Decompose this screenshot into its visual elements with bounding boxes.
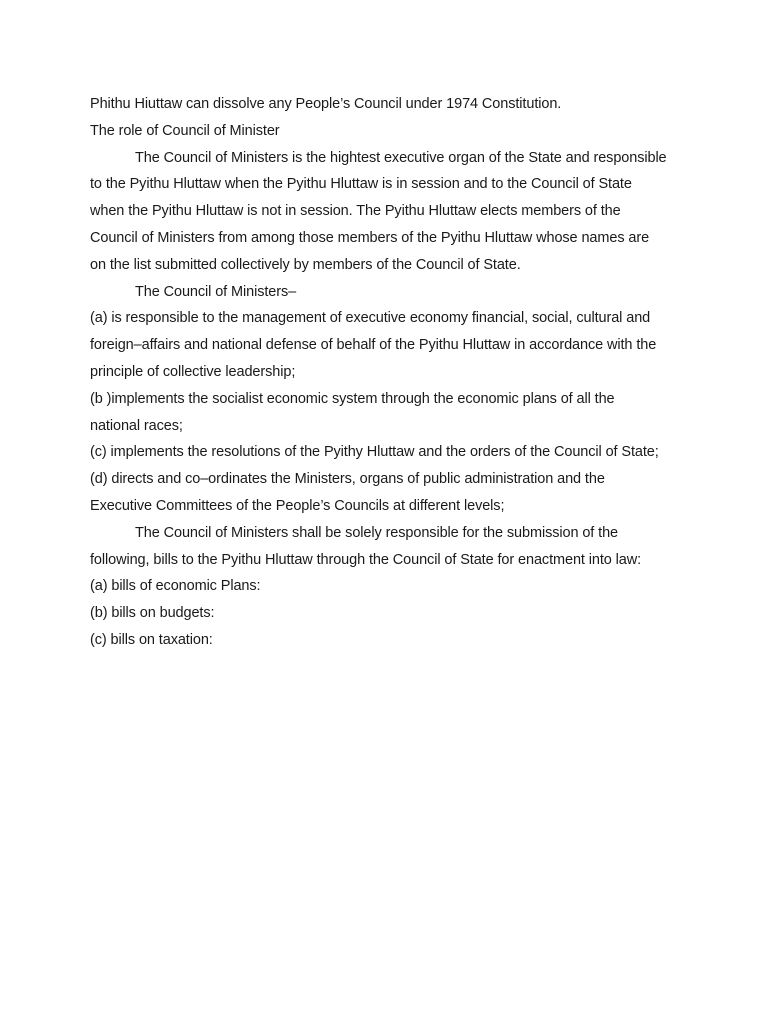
text-line: to the Pyithu Hluttaw when the Pyithu Hluttaw is in session and to the Council of State: [90, 176, 632, 193]
text-line: foreign–affairs and national defense of behalf of the Pyithu Hluttaw in accordance with the: [90, 337, 657, 354]
list-item: (a) is responsible to the management of executive economy financial, social, cultural and: [90, 310, 651, 327]
text-line: The Council of Ministers shall be solely responsible for the submission of the: [135, 524, 619, 541]
text-line: The Council of Ministers is the hightest executive organ of the State and responsible: [135, 149, 667, 166]
text-line: national races;: [90, 417, 183, 434]
text-line: The Council of Ministers–: [135, 283, 297, 300]
list-item: (b) bills on budgets:: [90, 605, 215, 622]
document-page: [90, 91, 690, 654]
text-line: when the Pyithu Hluttaw is not in session. The Pyithu Hluttaw elects members of the: [90, 203, 621, 220]
list-item: (a) bills of economic Plans:: [90, 578, 261, 595]
list-item: (c) implements the resolutions of the Pyithy Hluttaw and the orders of the Council of State;: [90, 444, 659, 461]
text-line: Executive Committees of the People’s Councils at different levels;: [90, 497, 505, 514]
list-item: (b )implements the socialist economic system through the economic plans of all the: [90, 390, 615, 407]
list-item: (c) bills on taxation:: [90, 631, 213, 648]
section-heading: The role of Council of Minister: [90, 122, 280, 139]
text-line: on the list submitted collectively by members of the Council of State.: [90, 256, 521, 273]
text-line: Phithu Hiuttaw can dissolve any People’s Council under 1974 Constitution.: [90, 96, 562, 112]
list-item: (d) directs and co–ordinates the Ministers, organs of public administration and the: [90, 471, 605, 488]
text-line: principle of collective leadership;: [90, 363, 296, 380]
text-line: following, bills to the Pyithu Hluttaw through the Council of State for enactment into law:: [90, 551, 642, 568]
text-line: Council of Ministers from among those members of the Pyithu Hluttaw whose names are: [90, 229, 650, 246]
